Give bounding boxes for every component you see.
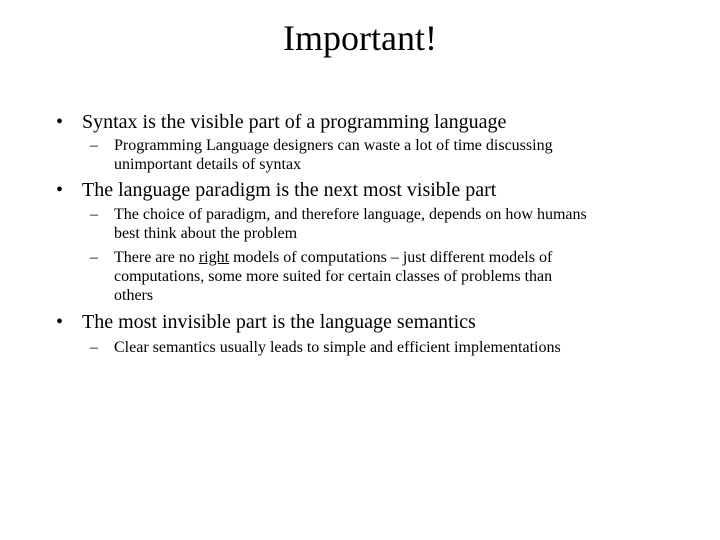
bullet-icon: • xyxy=(56,179,64,201)
bullet-icon: • xyxy=(56,111,64,133)
dash-icon: – xyxy=(90,206,98,223)
dash-icon: – xyxy=(90,137,98,154)
bullet-3-text: The most invisible part is the language semantics xyxy=(82,311,476,333)
sub-bullet-2-1-line-1: The choice of paradigm, and therefore language, depends on how humans xyxy=(114,206,587,223)
sub-bullet-2-2-line-2: computations, some more suited for certain classes of problems than xyxy=(114,268,553,285)
underlined-word: right xyxy=(198,249,230,266)
dash-icon: – xyxy=(90,249,98,266)
sub-bullet-2-1-line-2: best think about the problem xyxy=(114,225,298,242)
sub-bullet-2-2-post: models of computations – just different models of xyxy=(229,249,553,266)
slide-title: Important! xyxy=(283,18,437,58)
sub-bullet-3-1-line-1: Clear semantics usually leads to simple and efficient implementations xyxy=(114,339,561,356)
sub-bullet-2-2-pre: There are no xyxy=(114,249,199,266)
sub-bullet-2-2-line-3: others xyxy=(114,287,154,304)
bullet-1-text: Syntax is the visible part of a programming language xyxy=(82,111,507,133)
bullet-2-text: The language paradigm is the next most visible part xyxy=(82,179,497,201)
sub-bullet-2-2-line-1 xyxy=(114,248,552,267)
bullet-icon: • xyxy=(56,311,64,333)
sub-bullet-1-1-line-2: unimportant details of syntax xyxy=(114,156,302,173)
sub-bullet-1-1-line-1: Programming Language designers can waste a lot of time discussing xyxy=(114,137,553,154)
dash-icon: – xyxy=(90,339,98,356)
